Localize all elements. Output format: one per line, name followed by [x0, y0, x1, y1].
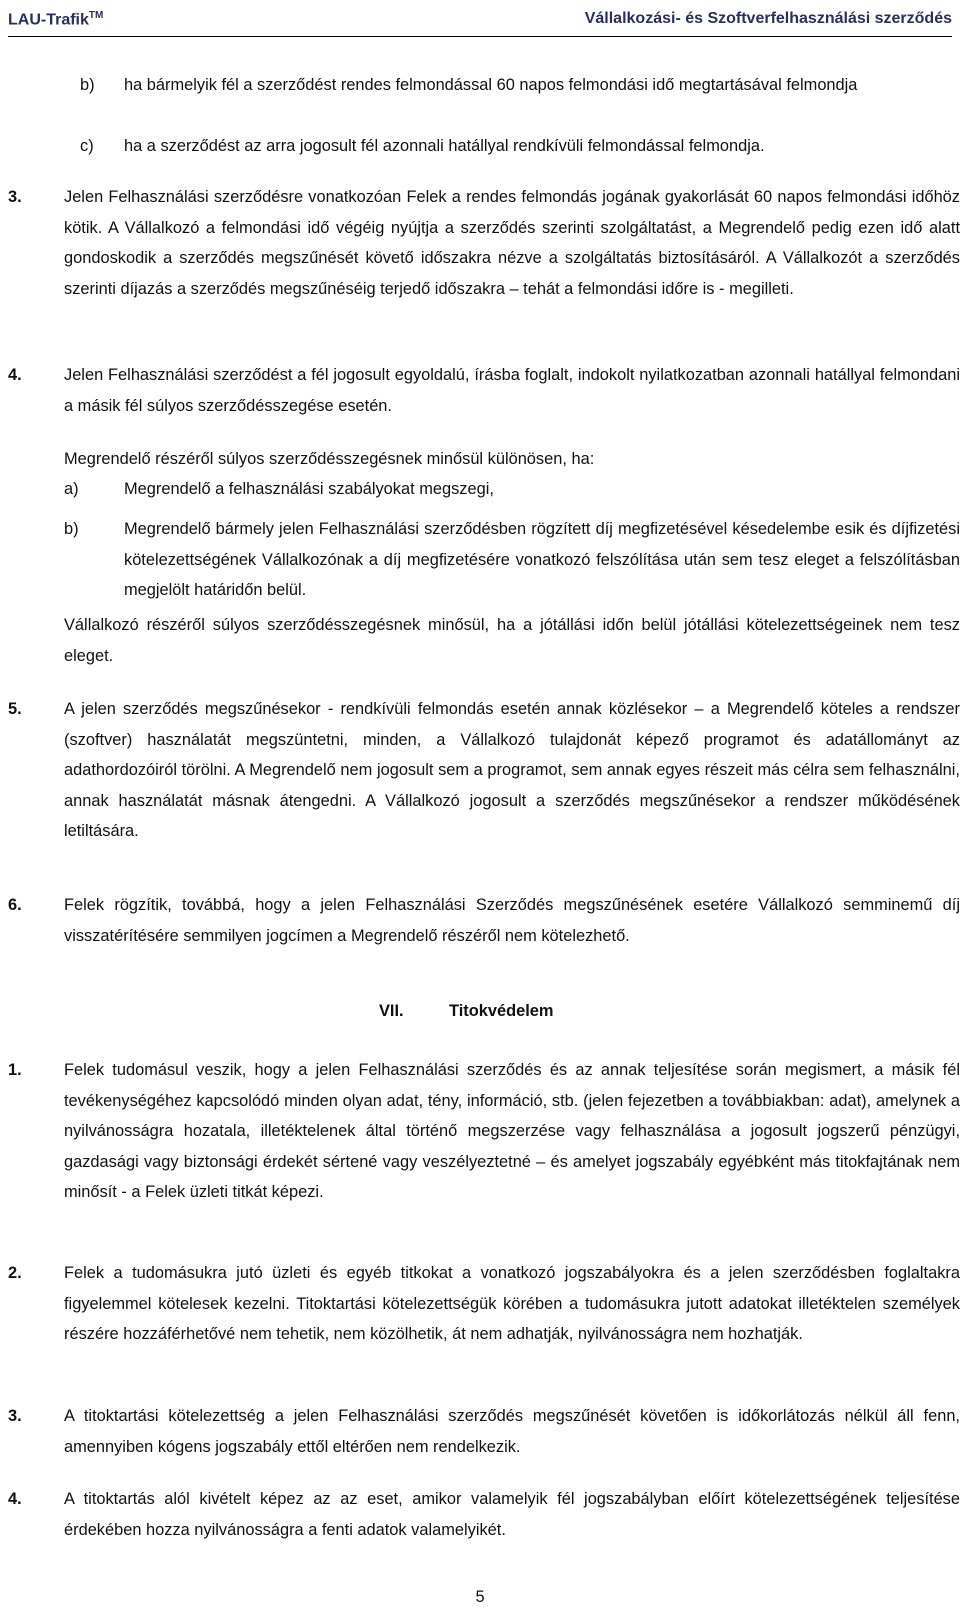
page-number: 5 [475, 1588, 485, 1606]
numbered-paragraph [8, 1258, 960, 1350]
paragraph-text: A titoktartási kötelezettség a jelen Felhasználási szerződés megszűnését követően is időkorlátozás nélkül áll fenn, amennyiben kógens jogszabály ettől eltérően nem rendelkezik. [64, 1407, 960, 1456]
numbered-paragraph [8, 360, 960, 421]
list-marker: a) [64, 480, 79, 498]
numbered-paragraph [8, 694, 960, 847]
paragraph-text: Jelen Felhasználási szerződésre vonatkozóan Felek a rendes felmondás jogának gyakorlását 60 napos felmondási időhöz kötik. A Vállalkozó a felmondási idő végéig nyújtja a szerződés szerinti szolgáltatást, a Megrendelő pedig ezen idő alatt gondoskodik a szerződés megszűnését követő időszakra nézve a szolgáltatás biztosításáról. A Vállalkozót a szerződés szerinti díjazás a szerződés megszűnéséig terjedő időszakra – tehát a felmondási időre is - megilleti. [64, 188, 960, 298]
paragraph-number: 5. [8, 700, 22, 718]
list-marker: b) [80, 76, 95, 94]
header-brand-name: LAU-Trafik [8, 11, 89, 29]
paragraph-text: A jelen szerződés megszűnésekor - rendkívüli felmondás esetén annak közlésekor – a Megrendelő köteles a rendszer (szoftver) használatát megszüntetni, minden, a Vállalkozó tulajdonát képező programot és adatállományt az adathordozóiról törölni. A Megrendelő nem jogosult sem a programot, sem annak egyes részeit más célra sem felhasználni, annak használatát másnak átengedni. A Vállalkozó jogosult a szerződés megszűnésekor a rendszer működésének letiltására. [64, 700, 960, 840]
paragraph-number: 4. [8, 366, 22, 384]
paragraph-text: Felek a tudomásukra jutó üzleti és egyéb titkokat a vonatkozó jogszabályokra és a jelen szerződésben foglaltakra figyelemmel kötelesek kezelni. Titoktartási kötelezettségük körében a tudomásukra jutott adatokat illetéktelen személyek részére hozzáférhetővé nem tehetik, nem közölhetik, át nem adhatják, nyilvánosságra nem hozhatják. [64, 1264, 960, 1343]
list-text: Megrendelő bármely jelen Felhasználási szerződésben rögzített díj megfizetésével késedelembe esik és díjfizetési kötelezettségének Vállalkozónak a díj megfizetésére vonatkozó felszólítása után sem tesz eleget a felszólításban megjelölt határidőn belül. [124, 520, 960, 599]
paragraph-number: 2. [8, 1264, 22, 1282]
section-number: VII. [379, 1002, 404, 1020]
trademark-sup: TM [88, 10, 104, 21]
list-item [64, 474, 960, 505]
paragraph-text: A titoktartás alól kivételt képez az az eset, amikor valamelyik fél jogszabályban előírt kötelezettségének teljesítése érdekében hozza nyilvánosságra a fenti adatok valamelyikét. [64, 1490, 960, 1539]
numbered-paragraph [8, 1055, 960, 1208]
paragraph-text: Felek rögzítik, továbbá, hogy a jelen Felhasználási Szerződés megszűnésének esetére Vállalkozó semminemű díj visszatérítésére semmilyen jogcímen a Megrendelő részéről nem kötelezhető. [64, 896, 960, 945]
numbered-paragraph [8, 890, 960, 951]
list-item [80, 131, 960, 162]
section-title: Titokvédelem [449, 1002, 554, 1020]
numbered-paragraph [8, 1401, 960, 1462]
paragraph-number: 6. [8, 896, 22, 914]
list-item [64, 514, 960, 606]
paragraph-number: 4. [8, 1490, 22, 1508]
list-text: ha bármelyik fél a szerződést rendes felmondással 60 napos felmondási idő megtartásával felmondja [124, 76, 858, 94]
paragraph-number: 3. [8, 1407, 22, 1425]
paragraph-text: Felek tudomásul veszik, hogy a jelen Felhasználási szerződés és az annak teljesítése során megismert, a másik fél tevékenységéhez kapcsolódó minden olyan adat, tény, információ, stb. (jelen fejezetben a továbbiakban: adat), amelynek a nyilvánosságra hozatala, illetéktelenek által történő megszerzése vagy felhasználása a jogosult jogszerű pénzügyi, gazdasági vagy biztonsági érdekét sértené vagy veszélyeztetné – és amelyet jogszabály egyébként más titokfajtának nem minősít - a Felek üzleti titkát képezi. [64, 1061, 960, 1201]
list-item [80, 70, 960, 101]
paragraph-number: 3. [8, 188, 22, 206]
list-text: ha a szerződést az arra jogosult fél azonnali hatállyal rendkívüli felmondással felmondja. [124, 137, 765, 155]
list-marker: c) [80, 137, 94, 155]
header-brand [8, 10, 103, 29]
contractor-breach: Vállalkozó részéről súlyos szerződésszegésnek minősül, ha a jótállási időn belül jótállási kötelezettségeinek nem tesz eleget. [64, 616, 960, 665]
paragraph-text: Jelen Felhasználási szerződést a fél jogosult egyoldalú, írásba foglalt, indokolt nyilatkozatban azonnali hatállyal felmondani a másik fél súlyos szerződésszegése esetén. [64, 366, 960, 415]
paragraph-number: 1. [8, 1061, 22, 1079]
numbered-paragraph [8, 1484, 960, 1545]
numbered-paragraph [8, 182, 960, 304]
list-marker: b) [64, 520, 79, 538]
header-document-title: Vállalkozási- és Szoftverfelhasználási szerződés [584, 10, 952, 27]
list-text: Megrendelő a felhasználási szabályokat megszegi, [124, 480, 494, 498]
breach-intro: Megrendelő részéről súlyos szerződésszegésnek minősül különösen, ha: [64, 450, 595, 468]
page-header [8, 4, 952, 37]
